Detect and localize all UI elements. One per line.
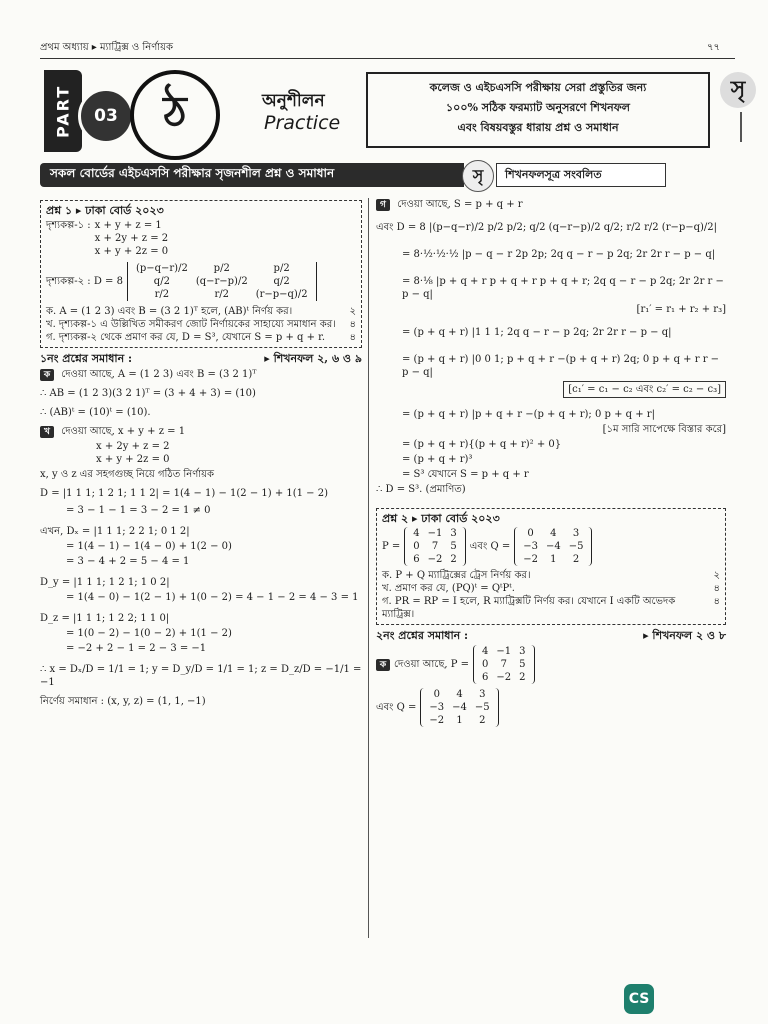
part-mark: ৪	[713, 583, 720, 594]
cell: p/2	[273, 263, 290, 274]
cell: −2	[429, 715, 445, 726]
determinant-d	[127, 262, 317, 301]
practice-bengali: অনুশীলন	[262, 91, 325, 111]
part-text: গ. PR = RP = I হলে, R ম্যাট্রিক্সটি নির্ণয় কর। যেখানে I একটি অভেদক ম্যাট্রিক্স।	[382, 596, 676, 620]
promo-line: কলেজ ও এইচএসসি পরীক্ষায় সেরা প্রস্তুতির জন্য	[429, 81, 647, 94]
part-tag: গ	[376, 199, 390, 211]
step-line: ∴ (AB)ᵗ = (10)ᵗ = (10).	[40, 407, 151, 418]
solution-2-ka	[376, 645, 726, 684]
solution-2-q	[376, 688, 726, 727]
step-line: এবং D = 8 |(p−q−r)/2 p/2 p/2; q/2 (q−r−p)/2 q/2; r/2 r/2 (r−p−q)/2|	[376, 222, 718, 233]
step-line: = −2 + 2 − 1 = 2 − 3 = −1	[66, 643, 207, 654]
step-line: D = |1 1 1; 1 2 1; 1 1 2| = 1(4 − 1) − 1(2 − 1) + 1(1 − 2)	[40, 488, 329, 499]
matrix-p-solution	[473, 645, 535, 684]
cell: 5	[450, 541, 457, 552]
cell: 2	[572, 554, 580, 565]
cell: 0	[413, 541, 420, 552]
cell: 4	[550, 528, 557, 539]
cell: (r−p−q)/2	[255, 289, 308, 300]
cell: 0	[527, 528, 534, 539]
question-part	[382, 582, 720, 595]
step-line: = 3 − 1 − 1 = 3 − 2 = 1 ≠ 0	[66, 505, 211, 516]
solution-ref: ▸ শিখনফল ২ ও ৮	[643, 629, 726, 642]
side-tab	[740, 112, 754, 142]
step-line: = 8·⅛ |p + q + r p + q + r p + q + r; 2q q − r − p 2q; 2r 2r r − p − q|	[402, 276, 724, 300]
cell: 2	[479, 715, 486, 726]
cell: −2	[427, 554, 443, 565]
cell: (q−r−p)/2	[195, 276, 248, 287]
step-line: x, y ও z এর সহগগুচ্ছ নিয়ে গঠিত নির্ণায়ক	[40, 469, 215, 480]
cell: 6	[413, 554, 420, 565]
part-tag: ক	[40, 369, 54, 381]
step-line: দেওয়া আছে, A = (1 2 3) এবং B = (3 2 1)ᵀ	[61, 369, 257, 380]
step-line: = (p + q + r) |1 1 1; 2q q − r − p 2q; 2r 2r r − p − q|	[402, 327, 672, 338]
cell: 7	[431, 541, 439, 552]
cell: 0	[433, 689, 440, 700]
matrix-p	[404, 527, 466, 566]
cell: −5	[568, 541, 584, 552]
final-answer: নির্ণেয় সমাধান : (x, y, z) = (1, 1, −1)	[40, 696, 206, 707]
running-header	[40, 40, 720, 56]
question-1-box	[40, 200, 362, 348]
step-line: = 1(4 − 0) − 1(2 − 1) + 1(0 − 2) = 4 − 1 − 2 = 4 − 3 = 1	[66, 592, 359, 603]
right-column	[376, 196, 726, 727]
cell: 3	[450, 528, 457, 539]
solution-ga	[376, 198, 726, 211]
question-part	[46, 318, 356, 331]
equation: x + 2y + z = 2	[96, 441, 170, 452]
final-answer: ∴ D = S³. (প্রমাণিত)	[376, 484, 466, 495]
cell: −1	[427, 528, 443, 539]
step-line: ∴ AB = (1 2 3)(3 2 1)ᵀ = (3 + 4 + 3) = (10)	[40, 388, 256, 399]
chapter-label: প্রথম অধ্যায় ▸ ম্যাট্রিক্স ও নির্ণায়ক	[40, 41, 174, 53]
question-2-title: প্রশ্ন ২ ▸ ঢাকা বোর্ড ২০২৩	[382, 512, 500, 525]
cell: −1	[496, 646, 512, 657]
cell: 5	[519, 659, 526, 670]
section-title: সকল বোর্ডের এইচএসসি পরীক্ষার সৃজনশীল প্রশ্ন ও সমাধান	[40, 163, 464, 187]
question-part	[46, 305, 356, 318]
stem-2-label: দৃশ্যকল্প-২ : D = 8	[46, 276, 123, 287]
promo-box	[366, 72, 710, 148]
step-line: = (p + q + r) |p + q + r −(p + q + r); 0 p + q + r|	[402, 409, 655, 420]
page-number: ৭৭	[706, 41, 720, 53]
step-line: = 1(4 − 1) − 1(4 − 0) + 1(2 − 0)	[66, 541, 232, 552]
column-divider	[368, 198, 369, 938]
cell: −3	[523, 541, 538, 552]
cell: 7	[500, 659, 507, 670]
solution-ref: ▸ শিখনফল ২, ৬ ও ৯	[264, 352, 362, 365]
matrices-p-q	[382, 527, 720, 566]
step-line: ∴ x = Dₓ/D = 1/1 = 1; y = D_y/D = 1/1 = 1; z = D_z/D = −1/1 = −1	[40, 664, 362, 688]
section-glyph-icon: ঠ	[130, 70, 220, 160]
part-mark: ৪	[713, 596, 720, 607]
cell: 3	[479, 689, 486, 700]
step-line: = (p + q + r)³	[402, 454, 473, 465]
part-label: PART	[44, 70, 82, 152]
cell: 3	[572, 528, 580, 539]
step-line: এবং Q =	[376, 702, 417, 713]
part-text: গ. দৃশ্যকল্প-২ থেকে প্রমাণ কর যে, D = S³, যেখানে S = p + q + r.	[46, 332, 326, 343]
solution-ka	[40, 368, 362, 381]
matrix-p-label: P =	[382, 541, 401, 552]
part-text: ক. P + Q ম্যাট্রিক্সের ট্রেস নির্ণয় কর।	[382, 570, 531, 581]
cell: −2	[523, 554, 538, 565]
question-1-title: প্রশ্ন ১ ▸ ঢাকা বোর্ড ২০২৩	[46, 204, 164, 217]
question-part	[382, 595, 720, 621]
question-part	[46, 331, 356, 344]
cell: 3	[519, 646, 526, 657]
cell: q/2	[273, 276, 290, 287]
left-column	[40, 200, 362, 710]
cell: 2	[519, 672, 526, 683]
section-badge-icon: সৃ	[462, 160, 494, 192]
part-mark: ২	[349, 306, 356, 317]
stem-1-label: দৃশ্যকল্প-১ :	[46, 220, 91, 231]
cell: −5	[474, 702, 490, 713]
cell: 4	[413, 528, 420, 539]
promo-line: এবং বিষয়বস্তুর ধারায় প্রশ্ন ও সমাধান	[457, 121, 619, 134]
step-line: = (p + q + r) |0 0 1; p + q + r −(p + q + r) 2q; 0 p + q + r r − p − q|	[402, 354, 720, 378]
cell: 0	[482, 659, 489, 670]
step-line: দেওয়া আছে, x + y + z = 1	[61, 426, 186, 437]
stem-1	[46, 219, 356, 258]
promo-line: ১০০% সঠিক ফরম্যাট অনুসরণে শিখনফল	[446, 101, 630, 114]
section-subtitle: শিখনফলসূত্র সংবলিত	[496, 163, 666, 187]
step-line: = 3 − 4 + 2 = 5 − 4 = 1	[66, 556, 190, 567]
matrix-q-label: এবং Q =	[469, 541, 511, 552]
solution-title: ১নং প্রশ্নের সমাধান :	[40, 352, 133, 365]
cell: r/2	[214, 289, 229, 300]
part-mark: ৪	[349, 319, 356, 330]
cell: (p−q−r)/2	[135, 263, 188, 274]
step-line: = (p + q + r){(p + q + r)² + 0}	[402, 439, 562, 450]
solution-1-header	[40, 352, 362, 365]
matrix-q-solution	[420, 688, 498, 727]
step-line: = S³ যেখানে S = p + q + r	[402, 469, 529, 480]
step-line: D_z = |1 1 1; 1 2 2; 1 1 0|	[40, 613, 170, 624]
step-note	[376, 381, 726, 398]
step-line: = 8·½·½·½ |p − q − r 2p 2p; 2q q − r − p 2q; 2r 2r r − p − q|	[402, 249, 716, 260]
step-line: এখন, Dₓ = |1 1 1; 2 2 1; 0 1 2|	[40, 526, 190, 537]
cell: q/2	[153, 276, 170, 287]
solution-kha	[40, 425, 362, 438]
step-line: D_y = |1 1 1; 1 2 1; 1 0 2|	[40, 577, 170, 588]
header-rule	[40, 58, 735, 59]
cell: r/2	[154, 289, 170, 300]
cell: 6	[482, 672, 489, 683]
cell: p/2	[213, 263, 230, 274]
cell: −4	[545, 541, 561, 552]
equation: x + 2y + z = 2	[94, 233, 169, 244]
cell: −3	[429, 702, 445, 713]
part-tag: ক	[376, 659, 390, 671]
camscanner-logo: CS	[624, 984, 654, 1014]
part-mark: ২	[713, 570, 720, 581]
cell: 1	[456, 715, 463, 726]
part-text: ক. A = (1 2 3) এবং B = (3 2 1)ᵀ হলে, (AB)ᵗ নির্ণয় কর।	[46, 306, 293, 317]
cell: −4	[452, 702, 467, 713]
part-mark: ৪	[349, 332, 356, 343]
step-note: [r₁′ = r₁ + r₂ + r₃]	[636, 304, 726, 315]
cell: 1	[550, 554, 557, 565]
step-line: দেওয়া আছে, P =	[394, 659, 470, 670]
question-part	[382, 569, 720, 582]
cell: 4	[482, 646, 489, 657]
step-line: দেওয়া আছে, S = p + q + r	[397, 199, 523, 210]
practice-english: Practice	[264, 112, 341, 134]
cell: 2	[450, 554, 457, 565]
equation: x + y + z = 1	[94, 220, 162, 231]
step-note: [১ম সারি সাপেক্ষে বিস্তার করে]	[602, 424, 726, 435]
part-text: খ. প্রমাণ কর যে, (PQ)ᵗ = QᵗPᵗ.	[382, 583, 515, 594]
stem-2	[46, 262, 356, 301]
equation: x + y + 2z = 0	[96, 454, 170, 465]
cell: −2	[496, 672, 512, 683]
matrix-q	[514, 527, 592, 566]
part-tag: খ	[40, 426, 54, 438]
solution-2-header	[376, 629, 726, 642]
part-number: 03	[78, 88, 134, 144]
step-note-text: [c₁′ = c₁ − c₂ এবং c₂′ = c₂ − c₃]	[563, 381, 726, 398]
equation: x + y + 2z = 0	[94, 246, 169, 257]
side-glyph-icon: সৃ	[720, 72, 756, 108]
part-text: খ. দৃশ্যকল্প-১ এ উল্লিখিত সমীকরণ জোট নির্ণায়কের সাহায্যে সমাধান কর।	[46, 319, 336, 330]
cell: 4	[456, 689, 463, 700]
step-line: = 1(0 − 2) − 1(0 − 2) + 1(1 − 2)	[66, 628, 232, 639]
question-2-box	[376, 508, 726, 625]
solution-title: ২নং প্রশ্নের সমাধান :	[376, 629, 469, 642]
